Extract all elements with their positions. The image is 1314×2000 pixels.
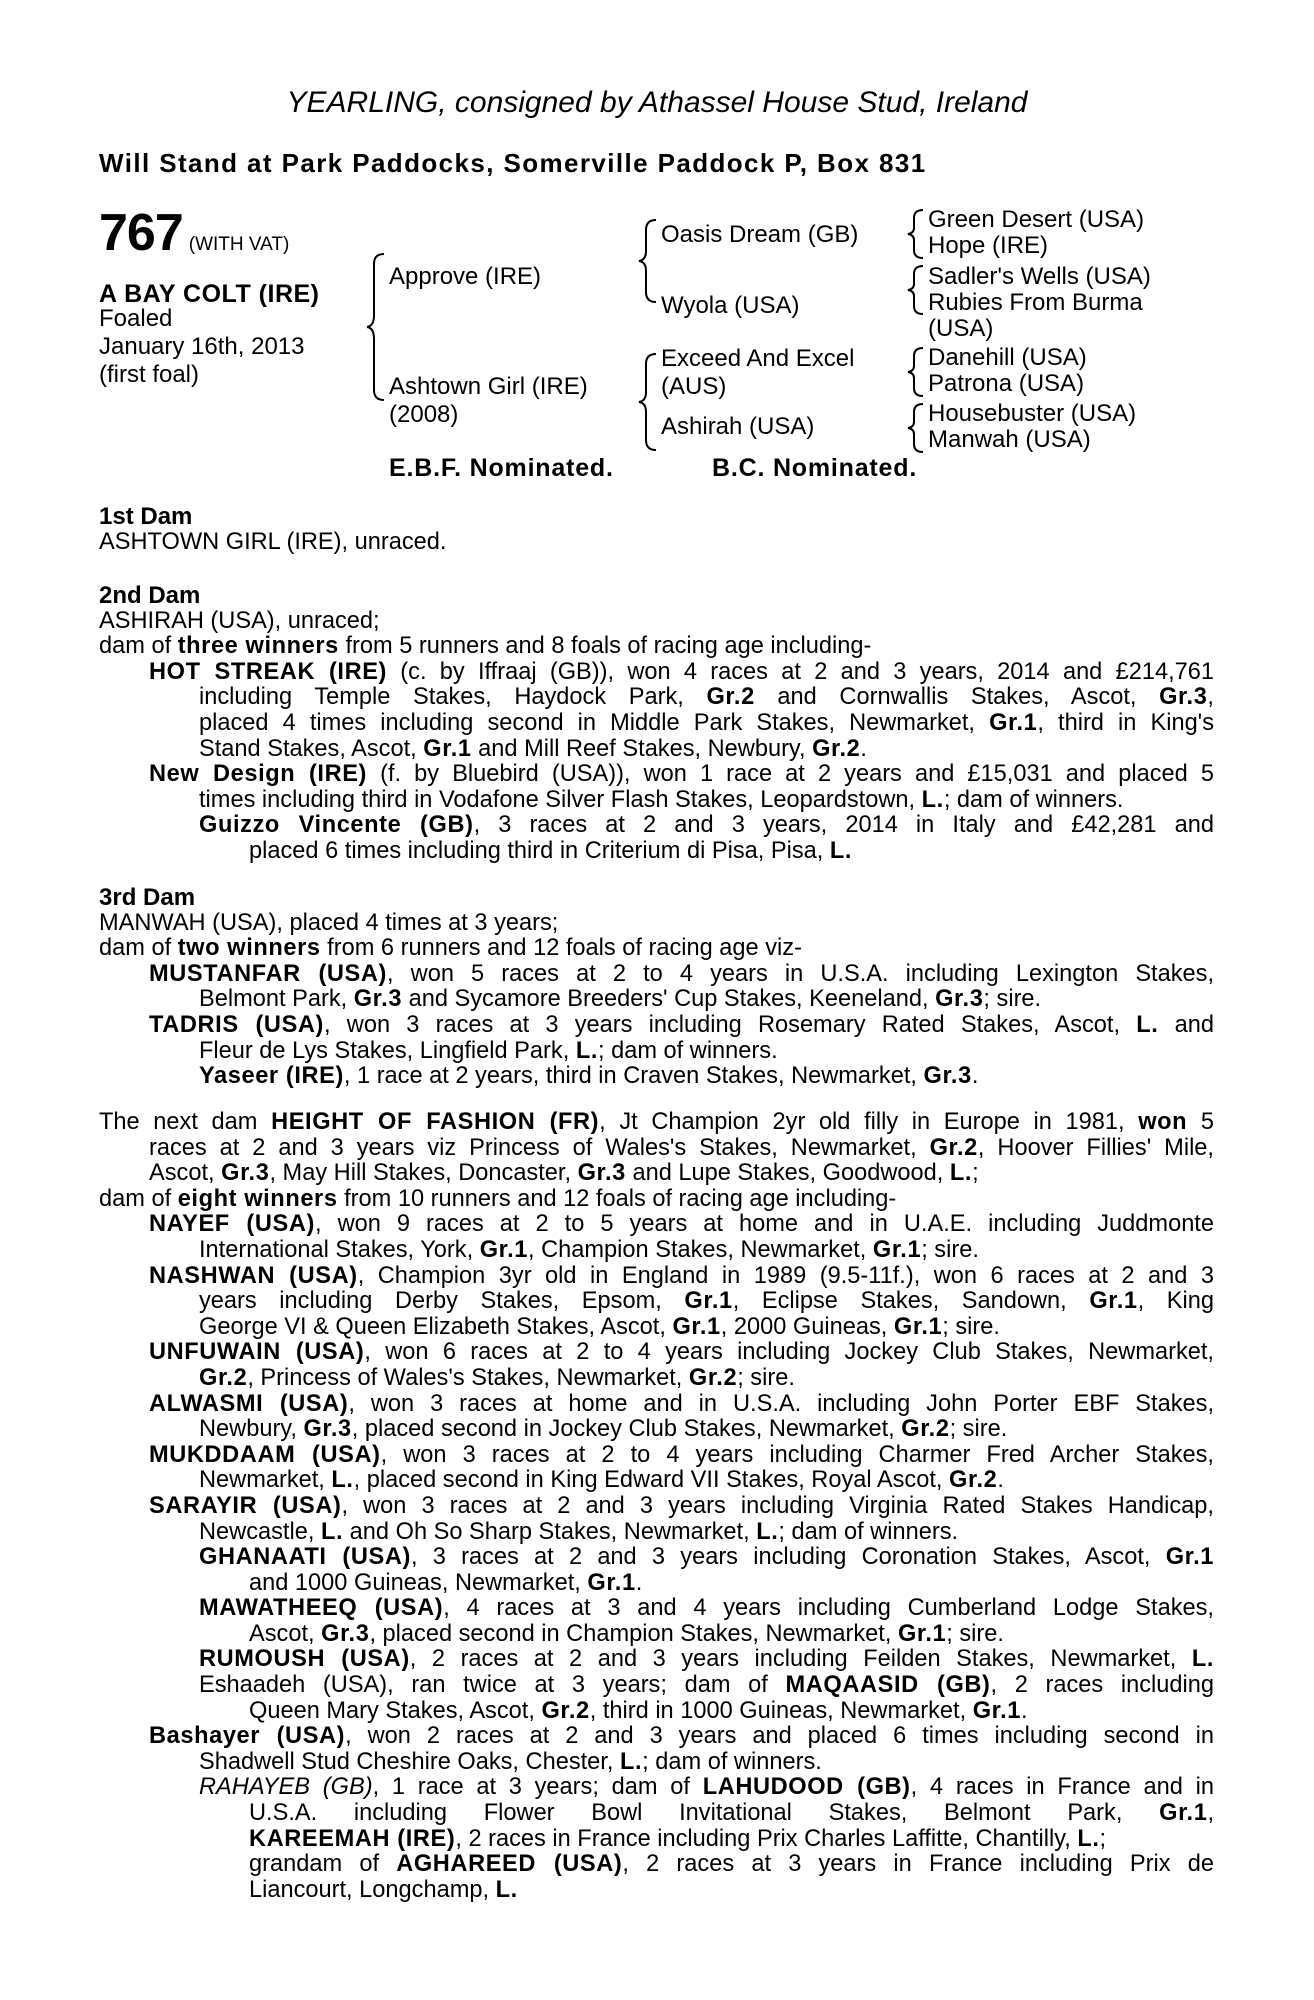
produce-entry-cont: Stand Stakes, Ascot, Gr.1 and Mill Reef Stakes, Newbury, Gr.2. [199, 735, 867, 762]
produce-entry: NASHWAN (USA), Champion 3yr old in England in 1989 (9.5-11f.), won 6 races at 2 and 3 [149, 1262, 1215, 1289]
dam-dam: Ashirah (USA) [661, 413, 815, 440]
produce-entry-cont: Newbury, Gr.3, placed second in Jockey Club Stakes, Newmarket, Gr.2; sire. [199, 1416, 1008, 1443]
produce-entry: ALWASMI (USA), won 3 races at home and in U.S.A. including John Porter EBF Stakes, [149, 1390, 1214, 1417]
produce-entry: GHANAATI (USA), 3 races at 2 and 3 years including Coronation Stakes, Ascot, Gr.1 [199, 1544, 1214, 1571]
produce-entry-cont: times including third in Vodafone Silver Flash Stakes, Leopardstown, L.; dam of winners. [199, 786, 1124, 813]
next-dam-text: The next dam HEIGHT OF FASHION (FR), Jt Champion 2yr old filly in Europe in 1981, won 5 [99, 1109, 1214, 1135]
produce-entry: SARAYIR (USA), won 3 races at 2 and 3 years including Virginia Rated Stakes Handicap, [149, 1492, 1214, 1519]
produce-entry: MUKDDAAM (USA), won 3 races at 2 to 4 years including Charmer Fred Archer Stakes, [149, 1441, 1214, 1468]
sire-dam-sire: Sadler's Wells (USA) [928, 263, 1151, 290]
produce-entry-cont: grandam of AGHAREED (USA), 2 races at 3 years in France including Prix de [249, 1851, 1214, 1878]
third-dam-section [99, 885, 1214, 1090]
ebf-nominated: E.B.F. Nominated. [389, 454, 614, 482]
consignment-line: YEARLING, consigned by Athassel House Stud, Ireland [286, 86, 1028, 119]
produce-entry-cont: including Temple Stakes, Haydock Park, Gr.2 and Cornwallis Stakes, Ascot, Gr.3, [199, 684, 1214, 711]
lot-heading [99, 203, 289, 263]
produce-entry-cont: George VI & Queen Elizabeth Stakes, Ascot, Gr.1, 2000 Guineas, Gr.1; sire. [199, 1313, 1000, 1340]
dd-brace [907, 402, 927, 454]
produce-entry: RAHAYEB (GB), 1 race at 3 years; dam of LAHUDOOD (GB), 4 races in France and in [199, 1774, 1214, 1801]
produce-entry: NAYEF (USA), won 9 races at 2 to 5 years at home and in U.A.E. including Juddmonte [149, 1211, 1214, 1238]
vat-note: (WITH VAT) [188, 234, 290, 255]
produce-entry: UNFUWAIN (USA), won 6 races at 2 to 4 years including Jockey Club Stakes, Newmarket, [149, 1339, 1214, 1366]
first-dam-heading: 1st Dam [99, 503, 193, 530]
first-dam-section [99, 504, 1214, 555]
produce-entry-cont: KAREEMAH (IRE), 2 races in France including Prix Charles Laffitte, Chantilly, L.; [249, 1825, 1107, 1852]
second-dam-section [99, 583, 1214, 865]
produce-entry: RUMOUSH (USA), 2 races at 2 and 3 years including Feilden Stakes, Newmarket, L. [199, 1646, 1214, 1673]
bc-nominated: B.C. Nominated. [712, 454, 918, 482]
foaled-date: January 16th, 2013 [99, 333, 305, 360]
dam-year: (2008) [389, 401, 459, 428]
third-dam-text: MANWAH (USA), placed 4 times at 3 years; [99, 909, 559, 936]
sire-sire-sire: Green Desert (USA) [928, 206, 1145, 233]
produce-entry-cont: Newcastle, L. and Oh So Sharp Stakes, Newmarket, L.; dam of winners. [199, 1518, 959, 1545]
produce-entry-cont: Belmont Park, Gr.3 and Sycamore Breeders' Cup Stakes, Keeneland, Gr.3; sire. [199, 986, 1042, 1013]
sire-name: Approve (IRE) [389, 263, 542, 290]
sire-parents-brace [638, 218, 660, 304]
sire-sire: Oasis Dream (GB) [661, 221, 859, 248]
produce-entry-cont: U.S.A. including Flower Bowl Invitational Stakes, Belmont Park, Gr.1, [249, 1800, 1214, 1827]
produce-entry-cont: Ascot, Gr.3, placed second in Champion Stakes, Newmarket, Gr.1; sire. [249, 1620, 1004, 1647]
produce-entry: MAWATHEEQ (USA), 4 races at 3 and 4 years including Cumberland Lodge Stakes, [199, 1595, 1214, 1622]
lot-title: A BAY COLT (IRE) [99, 280, 320, 308]
third-dam-heading: 3rd Dam [99, 884, 196, 911]
sire-dam-dam-line2: (USA) [928, 315, 994, 342]
dam-dam-dam: Manwah (USA) [928, 426, 1091, 453]
foaled-label: Foaled [99, 305, 173, 332]
next-dam-section [99, 1110, 1214, 1903]
sire-dam-brace [366, 252, 388, 402]
produce-entry: Guizzo Vincente (GB), 3 races at 2 and 3 years, 2014 in Italy and £42,281 and [199, 812, 1214, 839]
sire-dam-dam-line1: Rubies From Burma [928, 289, 1143, 316]
produce-entry-cont: years including Derby Stakes, Epsom, Gr.1, Eclipse Stakes, Sandown, Gr.1, King [199, 1288, 1214, 1315]
produce-entry-cont: Gr.2, Princess of Wales's Stakes, Newmarket, Gr.2; sire. [199, 1364, 795, 1391]
next-dam-produce: dam of eight winners from 10 runners and 12 foals of racing age including- [99, 1185, 897, 1212]
produce-entry-cont: Newmarket, L., placed second in King Edward VII Stakes, Royal Ascot, Gr.2. [199, 1467, 1004, 1494]
dam-sire-line2: (AUS) [661, 373, 727, 400]
produce-entry-cont: Fleur de Lys Stakes, Lingfield Park, L.; dam of winners. [199, 1037, 778, 1064]
produce-entry: MUSTANFAR (USA), won 5 races at 2 to 4 years in U.S.A. including Lexington Stakes, [149, 960, 1215, 987]
produce-entry: HOT STREAK (IRE) (c. by Iffraaj (GB)), won 4 races at 2 and 3 years, 2014 and £214,761 [149, 658, 1214, 685]
dam-dam-sire: Housebuster (USA) [928, 400, 1137, 427]
produce-entry-cont: International Stakes, York, Gr.1, Champion Stakes, Newmarket, Gr.1; sire. [199, 1236, 979, 1263]
dam-name: Ashtown Girl (IRE) [389, 373, 588, 400]
second-dam-text: ASHIRAH (USA), unraced; [99, 607, 380, 634]
first-foal-note: (first foal) [99, 361, 200, 388]
dam-parents-brace [638, 352, 660, 452]
produce-entry: Eshaadeh (USA), ran twice at 3 years; dam of MAQAASID (GB), 2 races including [199, 1672, 1215, 1699]
dam-sire-sire: Danehill (USA) [928, 344, 1087, 371]
sd-brace [907, 264, 927, 316]
next-dam-text-cont: races at 2 and 3 years viz Princess of Wales's Stakes, Newmarket, Gr.2, Hoover Fillies' Mile, [149, 1134, 1214, 1161]
dam-sire-line1: Exceed And Excel [661, 345, 855, 372]
sire-dam: Wyola (USA) [661, 292, 800, 319]
dam-sire-dam: Patrona (USA) [928, 370, 1085, 397]
ds-brace [907, 346, 927, 398]
produce-entry-cont: Queen Mary Stakes, Ascot, Gr.2, third in 1000 Guineas, Newmarket, Gr.1. [249, 1697, 1028, 1724]
produce-entry-cont: placed 4 times including second in Middle Park Stakes, Newmarket, Gr.1, third in King's [199, 709, 1214, 736]
produce-entry: Bashayer (USA), won 2 races at 2 and 3 years and placed 6 times including second in [149, 1723, 1214, 1750]
ss-brace [907, 208, 927, 260]
produce-entry-cont: Shadwell Stud Cheshire Oaks, Chester, L.; dam of winners. [199, 1748, 822, 1775]
produce-entry: TADRIS (USA), won 3 races at 3 years including Rosemary Rated Stakes, Ascot, L. and [149, 1011, 1214, 1038]
produce-entry-cont: Liancourt, Longchamp, L. [249, 1876, 518, 1903]
produce-entry: New Design (IRE) (f. by Bluebird (USA)), won 1 race at 2 years and £15,031 and placed 5 [149, 761, 1214, 788]
second-dam-heading: 2nd Dam [99, 582, 201, 609]
produce-entry-cont: and 1000 Guineas, Newmarket, Gr.1. [249, 1569, 643, 1596]
second-dam-produce: dam of three winners from 5 runners and 8 foals of racing age including- [99, 633, 872, 660]
produce-entry: Yaseer (IRE), 1 race at 2 years, third in Craven Stakes, Newmarket, Gr.3. [199, 1063, 979, 1090]
sire-sire-dam: Hope (IRE) [928, 232, 1049, 259]
lot-number: 767 [99, 204, 183, 262]
next-dam-text-cont: Ascot, Gr.3, May Hill Stakes, Doncaster, Gr.3 and Lupe Stakes, Goodwood, L.; [149, 1160, 979, 1187]
third-dam-produce: dam of two winners from 6 runners and 12 foals of racing age viz- [99, 935, 802, 962]
first-dam-text: ASHTOWN GIRL (IRE), unraced. [99, 528, 447, 555]
stand-location: Will Stand at Park Paddocks, Somerville Paddock P, Box 831 [99, 148, 927, 178]
produce-entry-cont: placed 6 times including third in Criterium di Pisa, Pisa, L. [249, 837, 853, 864]
